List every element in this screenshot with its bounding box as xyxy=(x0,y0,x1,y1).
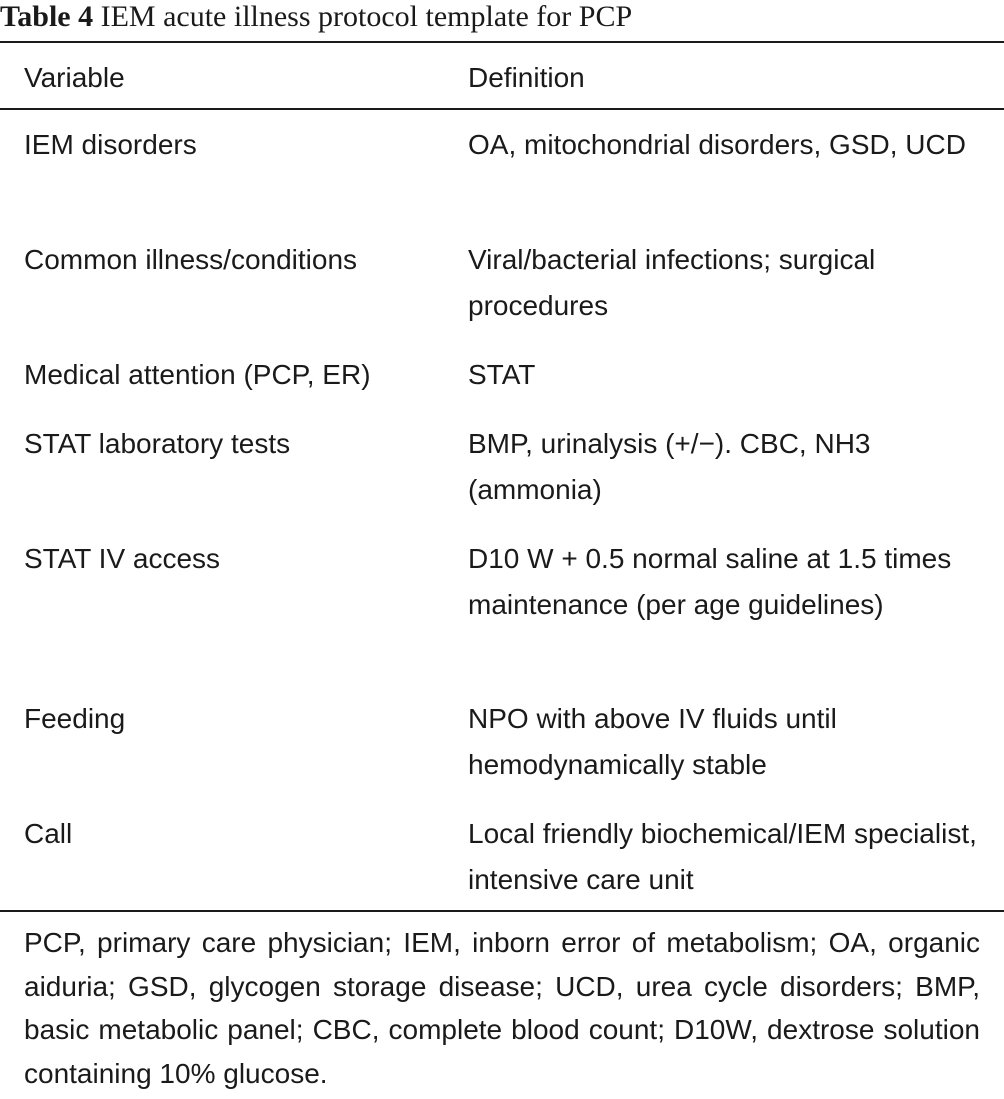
cell-definition: BMP, urinalysis (+/−). CBC, NH3 (ammonia) xyxy=(468,428,871,505)
cell-definition: Local friendly biochemical/IEM specialist, intensive care unit xyxy=(468,818,977,895)
table-header-row xyxy=(0,55,1004,101)
cell-variable: Common illness/conditions xyxy=(24,244,358,275)
cell-definition: Viral/bacterial infections; surgical procedures xyxy=(468,244,876,321)
bottom-rule xyxy=(0,910,1004,912)
cell-variable: STAT laboratory tests xyxy=(24,428,291,459)
cell-variable: Call xyxy=(24,818,73,849)
cell-variable: STAT IV access xyxy=(24,543,221,574)
top-rule xyxy=(0,41,1004,43)
header-rule xyxy=(0,108,1004,110)
table-caption xyxy=(0,0,632,40)
table-footnote: PCP, primary care physician; IEM, inborn error of metabolism; OA, organic aiduria; GSD, glycogen storage disease; UCD, urea cycle disorders; BMP, basic metabolic panel; CBC, complete blood count; D10W, dextrose solution containing 10% glucose. xyxy=(24,927,980,1089)
table-number: Table 4 xyxy=(0,0,94,33)
table-title: IEM acute illness protocol template for PCP xyxy=(100,0,633,33)
cell-definition: OA, mitochondrial disorders, GSD, UCD xyxy=(468,129,966,160)
cell-definition: STAT xyxy=(468,359,536,390)
header-definition: Definition xyxy=(468,62,585,93)
cell-variable: Medical attention (PCP, ER) xyxy=(24,359,371,390)
cell-variable: Feeding xyxy=(24,703,126,734)
header-variable: Variable xyxy=(24,62,125,93)
cell-definition: NPO with above IV fluids until hemodynamically stable xyxy=(468,703,837,780)
cell-definition: D10 W + 0.5 normal saline at 1.5 times maintenance (per age guidelines) xyxy=(468,543,952,620)
cell-variable: IEM disorders xyxy=(24,129,197,160)
